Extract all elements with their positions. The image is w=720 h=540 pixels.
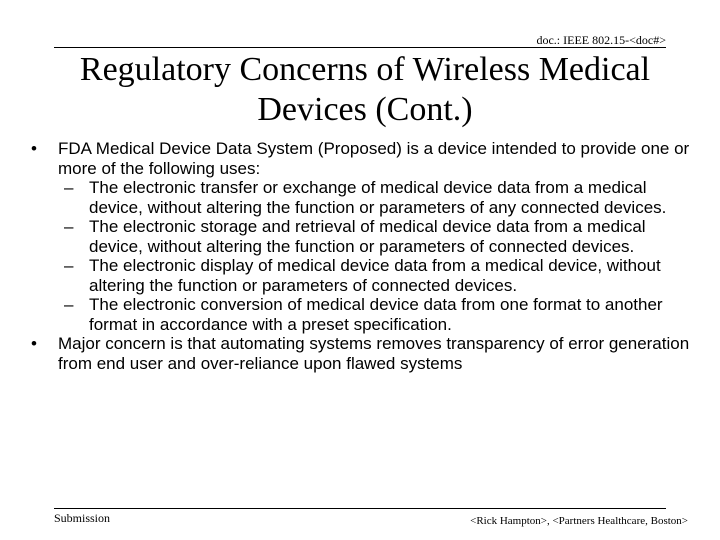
- sub-bullet-text: The electronic transfer or exchange of medical device data from a medical device, without altering the function or parameters of any connected devices.: [89, 178, 667, 217]
- slide-title: [40, 50, 690, 130]
- title-line-1: Regulatory Concerns of Wireless Medical: [79, 51, 651, 88]
- sub-bullet-text: The electronic storage and retrieval of medical device data from a medical device, without altering the function or parameters of connected devices.: [89, 217, 646, 256]
- bullet-item: [26, 334, 696, 373]
- bullet-item: [26, 139, 696, 178]
- bullet-text: FDA Medical Device Data System (Proposed) is a device intended to provide one or more of the following uses:: [58, 139, 690, 178]
- bullet-text: Major concern is that automating systems removes transparency of error generation from end user and over-reliance upon flawed systems: [58, 334, 690, 373]
- sub-bullet-item: [26, 295, 696, 334]
- sub-bullet-item: [26, 256, 696, 295]
- footer-author: <Rick Hampton>, <Partners Healthcare, Boston>: [470, 515, 688, 527]
- footer-rule: [54, 508, 666, 509]
- sub-bullet-marker: –: [64, 217, 74, 236]
- sub-bullet-item: [26, 178, 696, 217]
- bullet-marker: •: [31, 334, 37, 353]
- sub-bullet-item: [26, 217, 696, 256]
- sub-bullet-marker: –: [64, 178, 74, 197]
- sub-bullet-text: The electronic display of medical device data from a medical device, without altering the function or parameters of connected devices.: [89, 256, 661, 295]
- document-id: doc.: IEEE 802.15-<doc#>: [536, 33, 666, 47]
- title-line-2: Devices (Cont.): [257, 91, 473, 128]
- footer-submission: Submission: [54, 511, 111, 525]
- sub-bullet-marker: –: [64, 295, 74, 314]
- sub-bullet-marker: –: [64, 256, 74, 275]
- slide-content: [26, 139, 696, 373]
- header-rule: [54, 47, 666, 48]
- bullet-marker: •: [31, 139, 37, 158]
- sub-bullet-text: The electronic conversion of medical device data from one format to another format in accordance with a preset specification.: [89, 295, 663, 334]
